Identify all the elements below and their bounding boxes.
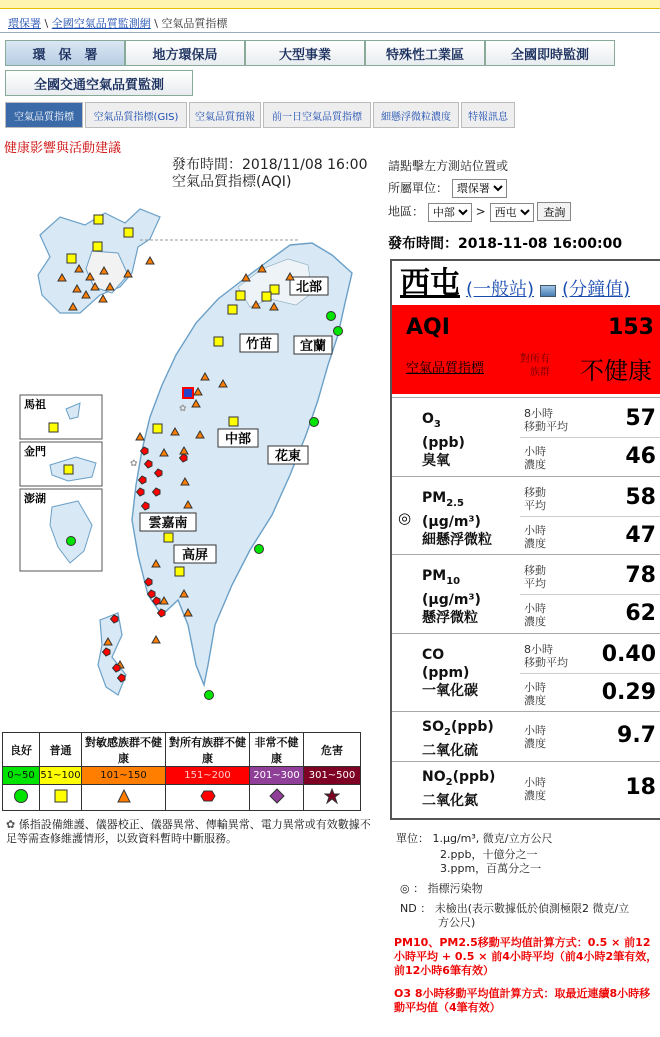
pollutant-name [422,410,465,470]
label-line: 濃度 [524,694,546,707]
legend-good: 良好 [3,733,40,767]
legend-note [6,818,376,846]
subtab-forecast[interactable]: 空氣品質預報 [189,102,261,128]
marker-green[interactable] [205,691,214,700]
value-label [524,564,546,590]
pollutant-zh: 二氧化氮 [422,792,478,809]
maintenance-icon[interactable]: ✿ [130,459,138,469]
value-label [524,524,546,550]
aqi-value: 153 [608,315,654,340]
legend-very-unhealthy: 非常不健康 [250,733,304,767]
map-pubtime-line1: 發布時間：2018/11/08 16:00 [172,157,368,173]
pollutant-symbol: O [422,411,434,427]
pollutant-name [422,489,492,549]
value-label [524,602,546,628]
pollutant-subscript: 2.5 [446,497,464,509]
pollutant-unit: (ppm) [422,665,470,681]
station-card [390,259,660,820]
map-pubtime-line2: 空氣品質指標(AQI) [172,174,292,190]
marker-yellow[interactable] [93,242,102,251]
aqi-info-link[interactable]: 空氣品質指標 [406,361,485,376]
pollutant-row-no2 [392,761,660,820]
publish-time: 發布時間：2018-11-08 16:00:00 [388,236,623,252]
unit-note-2: 2.ppb，十億分之一 [440,848,538,861]
marker-green[interactable] [310,418,319,427]
pollutant-row-so2 [392,711,660,761]
maintenance-icon: ✿ [6,818,16,831]
label-line: 8小時 [524,643,553,656]
unit-notes-label: 單位： [396,832,429,845]
region-huadong[interactable]: 花東 [274,449,302,464]
pollutant-name [422,567,481,627]
pollutant-unit: (ppb) [450,719,494,735]
value-hourly: 18 [625,775,656,800]
pollutant-symbol: PM [422,568,447,584]
pollutant-unit: (ppb) [422,434,465,451]
tab-national-realtime[interactable]: 全國即時監測 [485,40,615,66]
legend-star-icon [304,785,361,811]
label-line: 濃度 [524,537,546,550]
aqi-status: 不健康 [580,357,652,385]
label-line: 濃度 [524,789,546,802]
subtab-yesterday[interactable]: 前一日空氣品質指標 [263,102,371,128]
pollutant-unit: (μg/m³) [422,513,481,530]
nd-note-text2: 方公尺) [438,916,476,929]
divider [0,32,660,33]
value-hourly: 46 [625,444,656,469]
nd-note [400,902,660,915]
label-line: 濃度 [524,458,546,471]
pollutant-subscript: 3 [433,418,441,430]
pollutant-symbol: SO [422,719,444,735]
notice-banner [0,0,660,9]
pollutant-zh: 懸浮微粒 [422,609,478,626]
marker-yellow[interactable] [94,215,103,224]
marker-yellow[interactable] [49,423,58,432]
legend-moderate: 普通 [40,733,82,767]
value-label [524,445,546,471]
tab-traffic-air[interactable]: 全國交通空氣品質監測 [5,70,193,96]
legend-square-icon [40,785,82,811]
marker-yellow[interactable] [175,567,184,576]
tab-large-business[interactable]: 大型事業 [245,40,365,66]
matsu-label: 馬祖 [24,398,46,411]
legend-sensitive: 對敏感族群不健康 [82,733,166,767]
marker-yellow[interactable] [67,254,76,263]
unit-note-3: 3.ppm，百萬分之一 [440,862,542,875]
tab-local-epb[interactable]: 地方環保局 [125,40,245,66]
pm-calc-note: PM10、PM2.5移動平均值計算方式：0.5 × 前12小時平均 + 0.5 × 前4小時平均（前4小時2筆有效，前12小時6筆有效） [394,936,658,977]
label-line: 小時 [524,681,546,694]
subtab-aqi[interactable]: 空氣品質指標 [5,102,83,128]
marker-note-label: ◎ ： [400,882,425,895]
nd-note-text1: 未檢出(表示數據低於偵測極限2 微克/立 [434,902,630,915]
marker-yellow[interactable] [229,417,238,426]
value-label [524,776,546,802]
marker-note [400,882,483,895]
value-hourly: 0.29 [601,680,656,705]
penghu-label: 澎湖 [24,492,46,505]
pollutant-row-pm25 [392,476,660,554]
value-hourly: 47 [625,523,656,548]
pollutant-subscript: 2 [445,776,453,788]
breadcrumb-network[interactable]: 全國空氣品質監測網 [51,17,151,30]
pollutant-name [422,718,494,760]
marker-yellow[interactable] [124,228,133,237]
maintenance-icon[interactable]: ✿ [179,404,187,414]
tab-epa[interactable]: 環 保 署 [5,40,125,66]
legend-triangle-icon [82,785,166,811]
affected-group [520,353,550,379]
divider [520,516,660,517]
pollutant-name [422,646,478,700]
marker-green[interactable] [327,312,336,321]
label-line: 平均 [524,577,546,590]
subtab-aqi-gis[interactable]: 空氣品質指標(GIS) [85,102,187,128]
marker-yellow[interactable] [164,533,173,542]
pollutant-row-pm10 [392,554,660,633]
pollutant-zh: 二氧化硫 [422,742,478,759]
label-line: 濃度 [524,737,546,750]
pollutant-zh: 細懸浮微粒 [422,531,492,548]
marker-yellow[interactable] [214,337,223,346]
value-hourly: 9.7 [617,723,656,748]
divider [520,673,660,674]
region-yunjianan[interactable]: 雲嘉南 [148,516,188,531]
label-line: 小時 [524,776,546,789]
taiwan-aqi-map[interactable] [0,195,380,715]
station-type-link[interactable]: (一般站) [466,279,535,300]
value-hourly: 62 [625,601,656,626]
indicator-pollutant-icon: ◎ [398,509,412,527]
tab-special-industrial[interactable]: 特殊性工業區 [365,40,485,66]
nd-note-label: ND ： [400,902,432,915]
value-moving-avg: 58 [625,485,656,510]
pollutant-symbol: PM [422,490,447,506]
region-zhumiao[interactable]: 竹苗 [245,337,273,352]
query-button[interactable]: 查詢 [537,202,571,221]
pollutant-unit: (μg/m³) [422,591,481,608]
area-row [388,202,571,222]
kinmen-label: 金門 [24,445,46,458]
label-line: 平均 [524,499,546,512]
marker-green[interactable] [67,537,76,546]
aqi-legend [2,732,361,811]
marker-note-text: 指標污染物 [427,882,483,895]
selected-station-marker[interactable] [183,388,193,398]
label-line: 小時 [524,602,546,615]
range-sensitive: 101~150 [82,767,166,785]
o3-calc-note: O3 8小時移動平均值計算方式：取最近連續8小時移動平均值（4筆有效） [394,987,651,1014]
marker-yellow[interactable] [236,291,245,300]
region-central[interactable]: 中部 [224,432,252,447]
health-advice-link[interactable]: 健康影響與活動建議 [4,141,122,156]
value-label [524,643,568,669]
marker-yellow[interactable] [228,305,237,314]
label-line: 8小時 [524,407,553,420]
divider [520,437,660,438]
value-label [524,681,546,707]
breadcrumb-current: 空氣品質指標 [161,17,228,30]
unit-label: 所屬單位： [388,181,449,195]
aqi-box [392,305,660,394]
value-label [524,724,546,750]
range-moderate: 51~100 [40,767,82,785]
pollutant-symbol: CO [422,647,445,663]
station-name: 西屯 [400,266,460,301]
station-header [392,261,660,305]
range-unhealthy: 151~200 [166,767,250,785]
arrow-separator: > [475,204,486,219]
pollutant-unit: (ppb) [452,769,496,785]
group-line2: 族群 [530,367,550,378]
region-north[interactable]: 北部 [295,280,323,295]
label-line: 移動 [524,486,546,499]
area-select[interactable] [428,203,472,222]
divider [520,594,660,595]
unit-note-1: 1.μg/m³, 微克/立方公尺 [432,832,553,845]
label-line: 移動平均 [524,656,568,669]
breadcrumb-sep: \ [154,17,158,30]
value-label [524,407,568,433]
pollutant-symbol: NO [422,769,446,785]
label-line: 濃度 [524,615,546,628]
legend-note-text: 係指設備維護、儀器校正、儀器異常、傳輸異常、電力異常或有效數據不足等需查修維護情形，以致資料暫時中斷服務。 [6,818,371,845]
group-line1: 對所有 [520,354,550,365]
pollutant-subscript: 10 [446,575,461,587]
pollutant-subscript: 2 [443,726,451,738]
pollutant-zh: 一氧化碳 [422,683,478,699]
legend-unhealthy: 對所有族群不健康 [166,733,250,767]
select-prompt: 請點擊左方測站位置或 [388,159,509,173]
label-line: 小時 [524,445,546,458]
aqi-label: AQI [406,315,450,340]
legend-hexagon-icon [166,785,250,811]
region-gaoping[interactable]: 高屏 [181,548,209,563]
marker-green[interactable] [334,327,343,336]
pollutant-zh: 臭氧 [422,452,450,469]
legend-circle-icon [3,785,40,811]
value-label [524,486,546,512]
breadcrumb-sep: \ [44,17,49,30]
range-hazardous: 301~500 [304,767,361,785]
range-very-unhealthy: 201~300 [250,767,304,785]
minute-value-link[interactable]: (分鐘值) [562,279,631,300]
marker-yellow[interactable] [262,292,271,301]
unit-row [388,179,507,198]
label-line: 移動 [524,564,546,577]
subtab-pm25[interactable]: 細懸浮微粒濃度 [373,102,459,128]
region-yilan[interactable]: 宜蘭 [299,339,327,354]
label-line: 移動平均 [524,420,568,433]
unit-select[interactable] [452,179,507,198]
pollutant-row-o3 [392,397,660,476]
unit-notes [396,832,553,845]
label-line: 小時 [524,724,546,737]
legend-diamond-icon [250,785,304,811]
marker-yellow[interactable] [153,424,162,433]
area-label: 地區： [388,204,425,219]
marker-yellow[interactable] [64,465,73,474]
breadcrumb [8,15,227,31]
legend-hazardous: 危害 [304,733,361,767]
subtab-alerts[interactable]: 特報訊息 [461,102,515,128]
marker-green[interactable] [255,545,264,554]
value-8hr: 57 [625,406,656,431]
pollutant-row-co [392,633,660,711]
chart-icon[interactable] [540,285,556,297]
map-publish-time [172,157,368,191]
value-moving-avg: 78 [625,563,656,588]
label-line: 小時 [524,524,546,537]
station-select[interactable] [490,203,534,222]
range-good: 0~50 [3,767,40,785]
value-8hr: 0.40 [601,642,656,667]
breadcrumb-epa[interactable]: 環保署 [8,17,41,30]
pollutant-name [422,768,495,810]
